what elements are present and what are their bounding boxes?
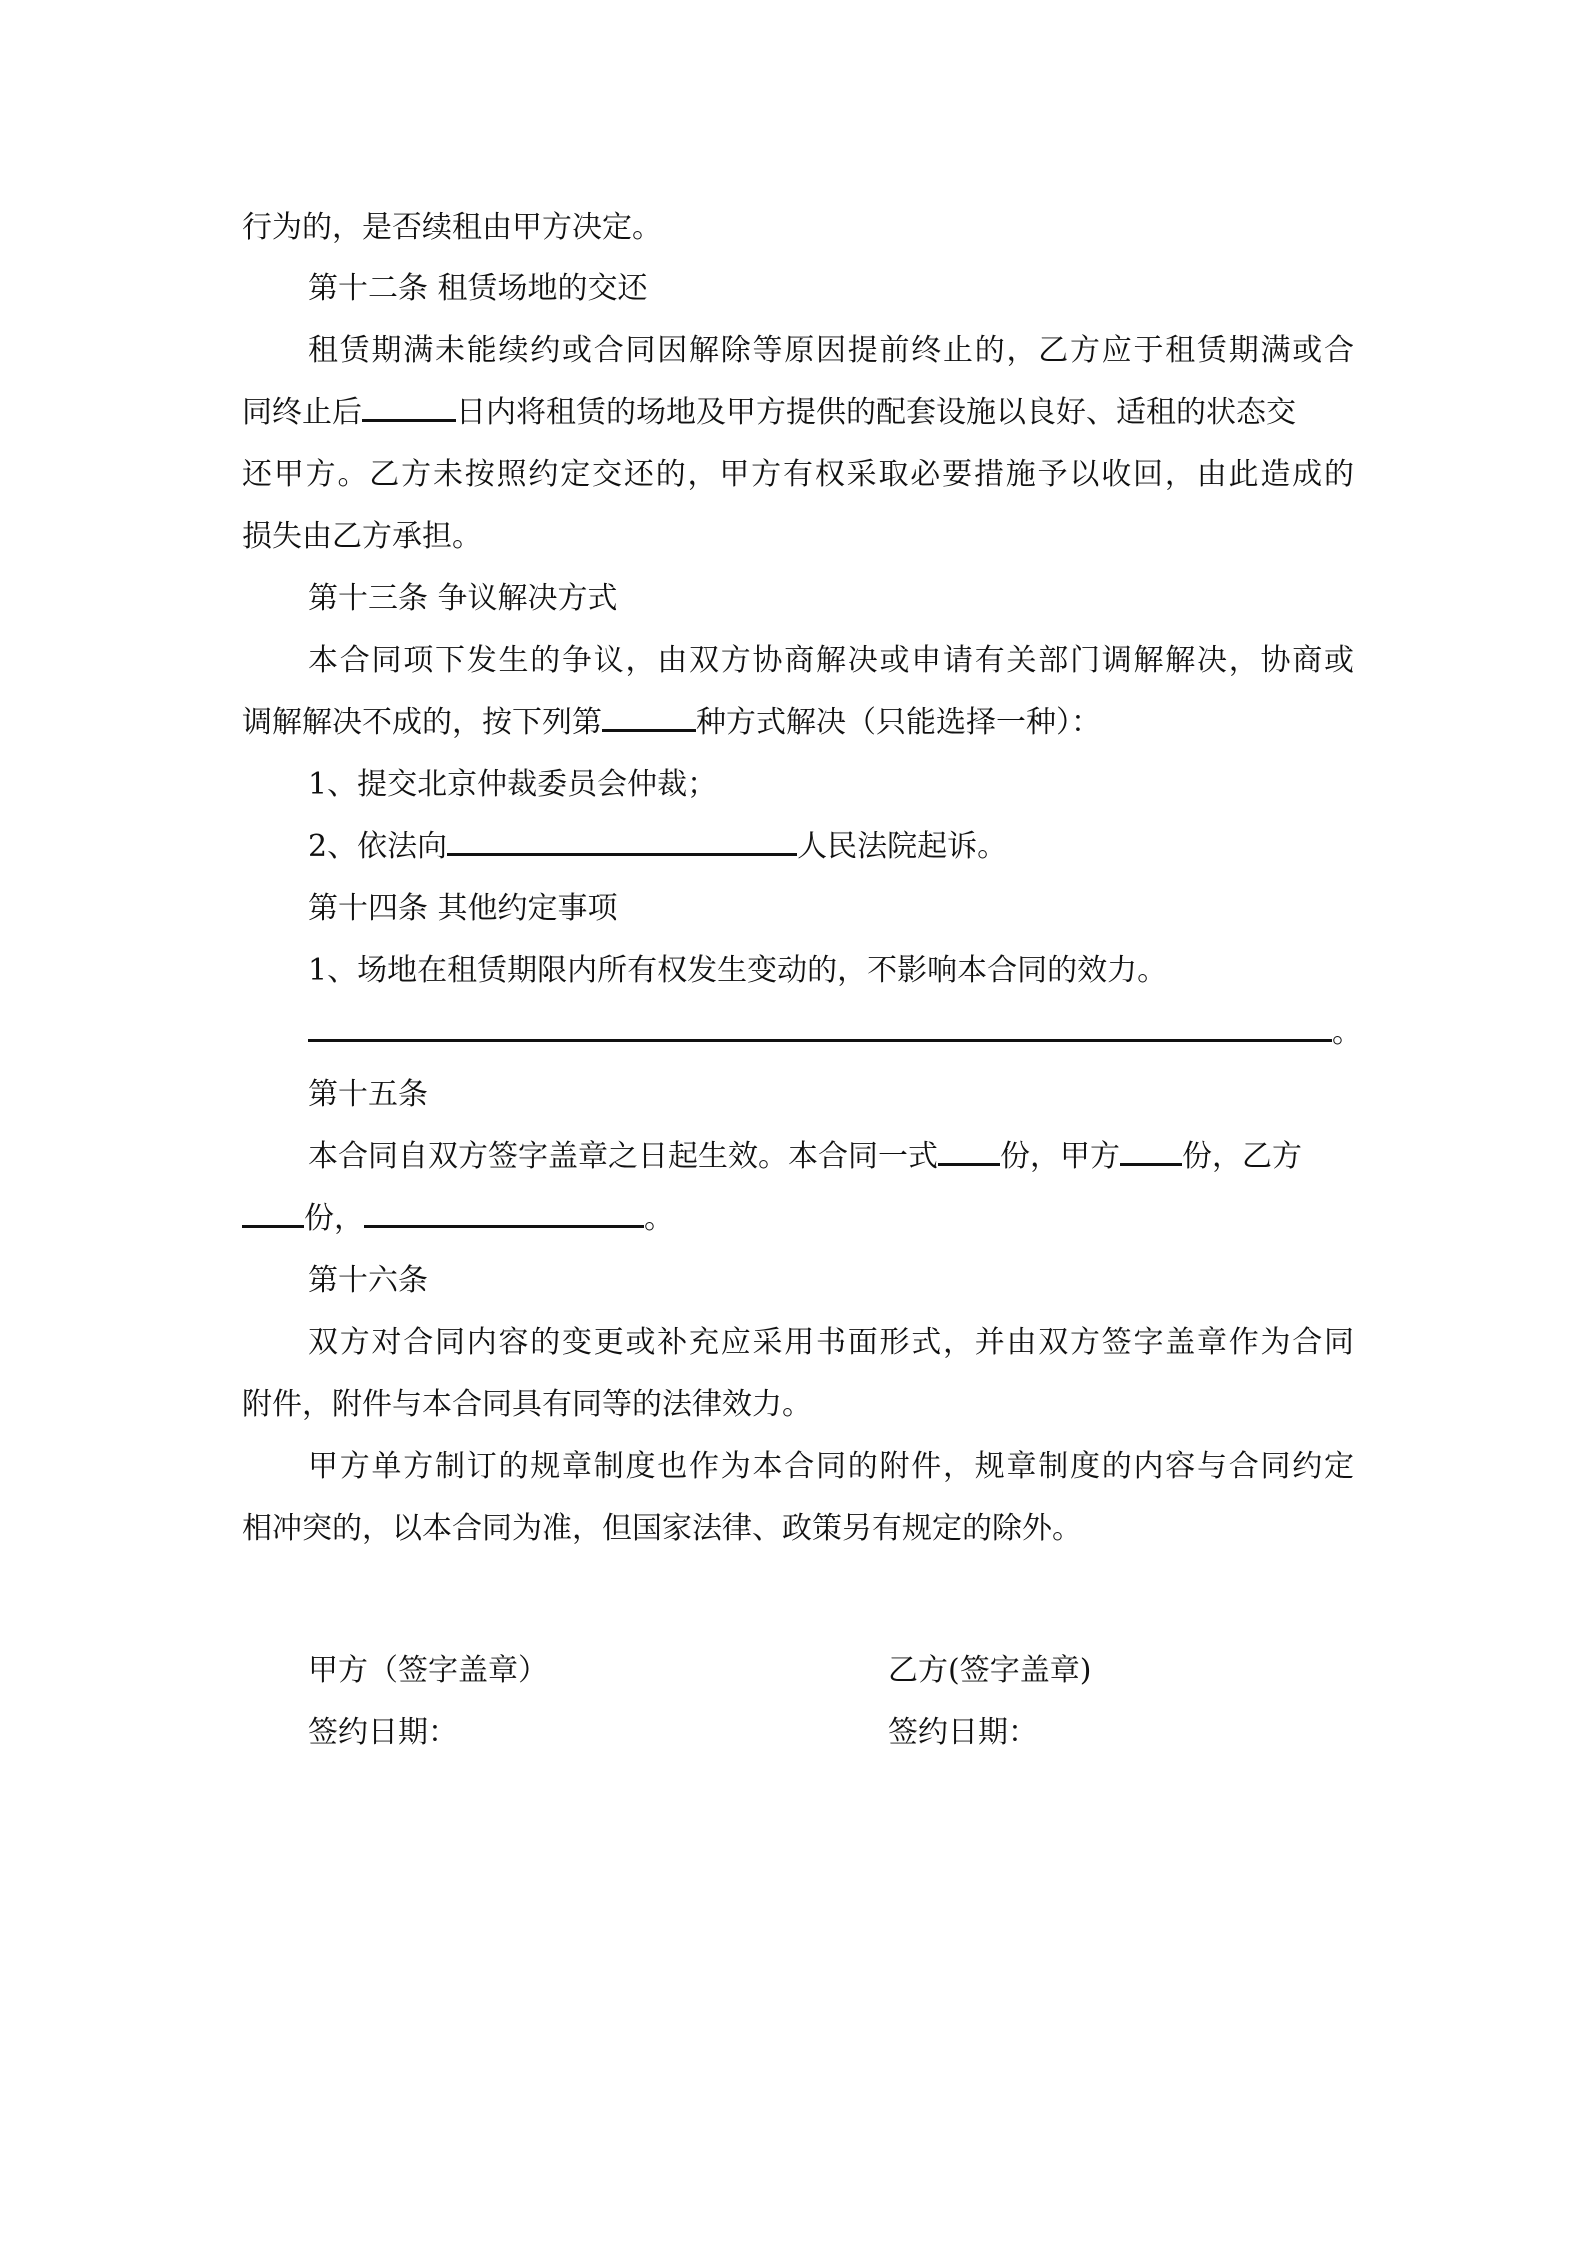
- signature-text: 乙方(签字盖章): [888, 1653, 1092, 1688]
- line-text: 1、场地在租赁期限内所有权发生变动的，不影响本合同的效力。: [308, 953, 1168, 988]
- fill-blank: [362, 401, 456, 422]
- fill-blank: [308, 1021, 1332, 1042]
- paragraph-line: [242, 514, 1354, 560]
- party-a-date-label: [308, 1710, 458, 1756]
- paragraph-line: [242, 1382, 1354, 1428]
- paragraph-line: [242, 700, 1354, 746]
- date-text: 签约日期：: [308, 1715, 458, 1750]
- heading-text: 第十六条: [308, 1263, 428, 1298]
- heading-text: 第十三条 争议解决方式: [308, 581, 618, 616]
- paragraph-line: [308, 1010, 1362, 1056]
- party-a-signature-label: [308, 1648, 548, 1694]
- line-text: 份，: [304, 1201, 364, 1236]
- line-text: 相冲突的，以本合同为准，但国家法律、政策另有规定的除外。: [242, 1511, 1082, 1546]
- fill-blank: [364, 1207, 644, 1228]
- heading-text: 第十二条 租赁场地的交还: [308, 271, 648, 306]
- section-heading-12: [308, 266, 1354, 312]
- party-b-signature-label: [888, 1648, 1091, 1694]
- paragraph-line: [242, 205, 1354, 251]
- line-text: 损失由乙方承担。: [242, 519, 482, 554]
- line-text: 2、依法向: [308, 829, 448, 864]
- line-text: 双方对合同内容的变更或补充应采用书面形式，并由双方签字盖章作为合同: [308, 1325, 1354, 1360]
- line-text: 行为的，是否续租由甲方决定。: [242, 210, 662, 245]
- line-text: 调解解决不成的，按下列第: [242, 705, 602, 740]
- line-text: 附件，附件与本合同具有同等的法律效力。: [242, 1387, 812, 1422]
- heading-text: 第十五条: [308, 1077, 428, 1112]
- date-text: 签约日期：: [888, 1715, 1038, 1750]
- signature-text: 甲方（签字盖章）: [308, 1653, 548, 1688]
- fill-blank: [1120, 1145, 1182, 1166]
- list-item: [308, 762, 1354, 808]
- fill-blank: [242, 1207, 304, 1228]
- fill-blank: [447, 835, 797, 856]
- fill-blank: [602, 711, 696, 732]
- list-item: [308, 824, 1354, 870]
- line-text: 本合同自双方签字盖章之日起生效。本合同一式: [308, 1139, 938, 1174]
- heading-text: 第十四条 其他约定事项: [308, 891, 618, 926]
- line-text: 种方式解决（只能选择一种）：: [696, 705, 1101, 740]
- line-text: 还甲方。乙方未按照约定交还的，甲方有权采取必要措施予以收回，由此造成的: [242, 457, 1354, 492]
- line-text: 份，甲方: [1000, 1139, 1120, 1174]
- paragraph-line: [242, 1506, 1354, 1552]
- paragraph-line: [242, 452, 1354, 498]
- line-text: 租赁期满未能续约或合同因解除等原因提前终止的，乙方应于租赁期满或合: [308, 333, 1354, 368]
- line-text: 。: [1332, 1015, 1362, 1050]
- section-heading-15: [308, 1072, 1354, 1118]
- section-heading-14: [308, 886, 1354, 932]
- paragraph-line: [308, 638, 1354, 684]
- paragraph-line: [308, 1320, 1354, 1366]
- line-text: 。: [644, 1201, 674, 1236]
- line-text: 份，乙方: [1182, 1139, 1302, 1174]
- fill-blank: [938, 1145, 1000, 1166]
- list-item: [308, 948, 1354, 994]
- line-text: 人民法院起诉。: [797, 829, 1008, 864]
- paragraph-line: [242, 1196, 1354, 1242]
- line-text: 甲方单方制订的规章制度也作为本合同的附件，规章制度的内容与合同约定: [308, 1449, 1354, 1484]
- line-text: 同终止后: [242, 395, 362, 430]
- line-text: 1、提交北京仲裁委员会仲裁；: [308, 767, 718, 802]
- paragraph-line: [308, 328, 1354, 374]
- paragraph-line: [308, 1134, 1354, 1180]
- paragraph-line: [308, 1444, 1354, 1490]
- line-text: 日内将租赁的场地及甲方提供的配套设施以良好、适租的状态交: [456, 395, 1296, 430]
- party-b-date-label: [888, 1710, 1038, 1756]
- paragraph-line: [242, 390, 1354, 436]
- section-heading-16: [308, 1258, 1354, 1304]
- line-text: 本合同项下发生的争议，由双方协商解决或申请有关部门调解解决，协商或: [308, 643, 1354, 678]
- section-heading-13: [308, 576, 1354, 622]
